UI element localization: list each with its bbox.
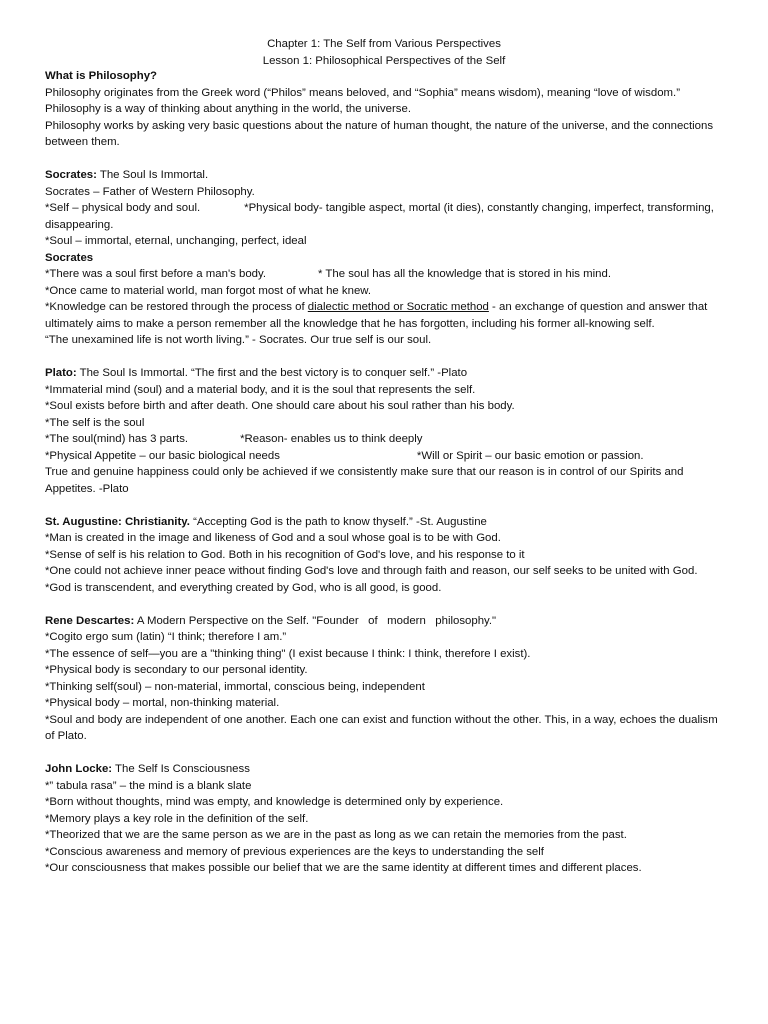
socrates-forgot: *Once came to material world, man forgot most of what he knew.: [45, 284, 372, 297]
descartes-line-5: *Physical body – mortal, non-thinking material.: [45, 697, 280, 709]
plato-reason: *Reason- enables us to think deeply: [240, 433, 423, 445]
plato-appetite: *Physical Appetite – our basic biological needs: [45, 449, 280, 462]
socrates-heading-2: Socrates: [45, 251, 94, 264]
socrates-quote: “The unexamined life is not worth living.” - Socrates. Our true self is our soul.: [45, 334, 432, 346]
philosophy-works: Philosophy works by asking very basic questions about the nature of human thought, the nature of the universe, and the connections between them.: [45, 119, 714, 148]
descartes-line-3: *Physical body is secondary to our personal identity.: [45, 664, 308, 676]
locke-line-4: *Theorized that we are the same person as we are in the past as long as we can retain the memories from the past.: [45, 829, 627, 841]
descartes-name: Rene Descartes:: [45, 614, 135, 627]
plato-spirit: *Will or Spirit – our basic emotion or passion.: [416, 449, 644, 462]
locke-line-6: *Our consciousness that makes possible our belief that we are the same identity at different times and different places.: [45, 862, 642, 874]
socratic-method-term: dialectic method or Socratic method: [307, 301, 489, 313]
descartes-line-6: *Soul and body are independent of one another. Each one can exist and function without the other. This, in a way, echoes the dualism of Plato.: [45, 713, 718, 742]
descartes-section-heading: [45, 613, 722, 630]
augustine-section-heading: [45, 514, 722, 531]
socrates-soul-first: *There was a soul first before a man's body.: [45, 268, 267, 280]
augustine-line-2: *Sense of self is his relation to God. Both in his recognition of God's love, and his response to it: [45, 548, 525, 561]
locke-subtitle: The Self Is Consciousness: [112, 763, 250, 775]
descartes-line-2: *The essence of self—you are a "thinking thing" (I exist because I think: I think, therefore I exist).: [45, 647, 531, 660]
philosophy-way-of-thinking: Philosophy is a way of thinking about anything in the world, the universe.: [45, 103, 411, 115]
document-header: [0, 0, 768, 70]
descartes-subtitle: A Modern Perspective on the Self. "Founder of modern philosophy.": [134, 614, 497, 627]
philosophy-heading: What is Philosophy?: [45, 70, 158, 82]
plato-line-5: [45, 448, 722, 465]
plato-line-3: *The self is the soul: [45, 416, 145, 429]
socrates-soul-first-line: [45, 266, 722, 283]
socrates-subtitle: The Soul Is Immortal.: [96, 169, 209, 181]
document-body: [45, 68, 722, 877]
augustine-subtitle: “Accepting God is the path to know thyself.” -St. Augustine: [189, 515, 487, 528]
augustine-name: St. Augustine: Christianity.: [45, 515, 190, 528]
socrates-self: *Self – physical body and soul.: [45, 202, 201, 214]
plato-line-2: *Soul exists before birth and after death. One should care about his soul rather than his body.: [45, 400, 515, 412]
locke-line-3: *Memory plays a key role in the definition of the self.: [45, 812, 309, 825]
socrates-soul-knowledge: * The soul has all the knowledge that is stored in his mind.: [318, 268, 611, 280]
socrates-physical-body: *Physical body- tangible aspect, mortal (it dies), constantly changing, imperfect, transforming, disappearing.: [45, 202, 714, 231]
locke-line-2: *Born without thoughts, mind was empty, and knowledge is determined only by experience.: [45, 796, 504, 808]
socrates-self-line: [45, 200, 722, 233]
descartes-line-4: *Thinking self(soul) – non-material, immortal, conscious being, independent: [45, 680, 425, 693]
lesson-title: Lesson 1: Philosophical Perspectives of the Self: [262, 55, 506, 67]
plato-three-parts: *The soul(mind) has 3 parts.: [45, 433, 189, 445]
plato-line-1: *Immaterial mind (soul) and a material body, and it is the soul that represents the self.: [45, 383, 476, 396]
plato-line-4: [45, 431, 722, 448]
plato-subtitle: The Soul Is Immortal. “The first and the best victory is to conquer self.” -Plato: [76, 367, 468, 379]
locke-line-5: *Conscious awareness and memory of previous experiences are the keys to understanding the self: [45, 845, 544, 858]
philosophy-definition: Philosophy originates from the Greek word (“Philos” means beloved, and “Sophia” means wisdom), meaning “love of wisdom.”: [45, 86, 680, 99]
socrates-knowledge: [45, 299, 722, 332]
plato-section-heading: [45, 365, 722, 382]
socrates-name: Socrates:: [45, 169, 97, 181]
socrates-section-heading: [45, 167, 722, 184]
augustine-line-1: *Man is created in the image and likeness of God and a soul whose goal is to be with God.: [45, 532, 501, 544]
locke-name: John Locke:: [45, 763, 113, 775]
socrates-knowledge-rest: - an exchange of question and answer that ultimately aims to make a person remember all the knowledge that he has forgotten, including his former all-knowing self.: [45, 301, 708, 330]
plato-line-6: True and genuine happiness could only be achieved if we consistently make sure that our reason is in control of our Spirits and Appetites. -Plato: [45, 466, 684, 495]
chapter-title: Chapter 1: The Self from Various Perspectives: [267, 38, 501, 50]
plato-name: Plato:: [45, 367, 77, 379]
locke-line-1: *” tabula rasa” – the mind is a blank slate: [45, 779, 252, 792]
augustine-line-4: *God is transcendent, and everything created by God, who is all good, is good.: [45, 581, 442, 594]
socrates-knowledge-text: *Knowledge can be restored through the process of: [45, 301, 308, 313]
descartes-line-1: *Cogito ergo sum (latin) “I think; therefore I am.”: [45, 631, 287, 643]
augustine-line-3: *One could not achieve inner peace without finding God's love and through faith and reason, our self seeks to be united with God.: [45, 565, 698, 577]
socrates-father: Socrates – Father of Western Philosophy.: [45, 185, 255, 198]
locke-section-heading: [45, 761, 722, 778]
socrates-soul: *Soul – immortal, eternal, unchanging, perfect, ideal: [45, 235, 307, 247]
